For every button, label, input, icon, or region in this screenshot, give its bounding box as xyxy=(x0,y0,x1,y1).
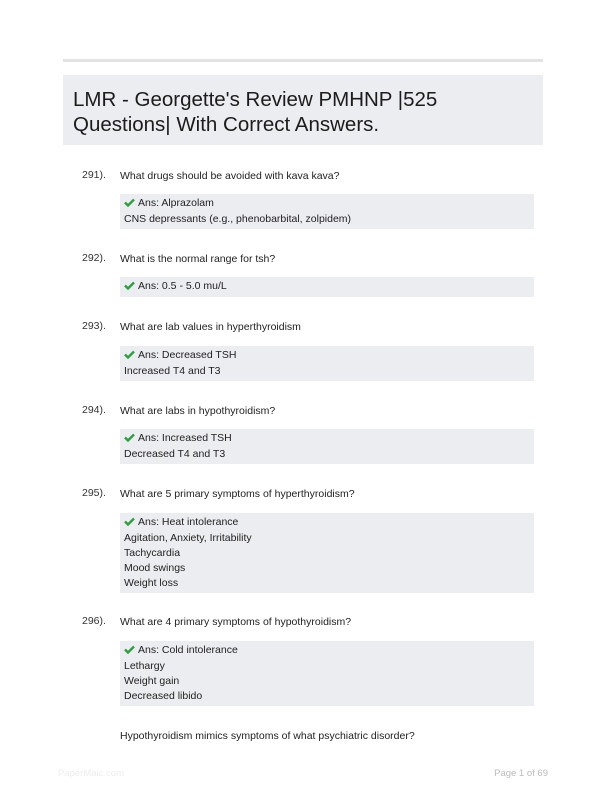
answer-box xyxy=(120,513,534,593)
answer-line: Decreased libido xyxy=(124,690,203,702)
answer-line: CNS depressants (e.g., phenobarbital, zolpidem) xyxy=(124,213,352,225)
answer-box xyxy=(120,641,534,706)
question-text: What are lab values in hyperthyroidism xyxy=(120,321,301,333)
answer-box xyxy=(120,277,534,297)
question-number: 291). xyxy=(82,169,106,181)
answer-box xyxy=(120,346,534,381)
answer-line: Ans: Cold intolerance xyxy=(124,643,530,659)
footer-watermark: PaperMaic.com xyxy=(58,768,124,779)
check-icon xyxy=(124,516,135,531)
question-text: What are 5 primary symptoms of hyperthyroidism? xyxy=(120,488,355,500)
answer-line: Weight loss xyxy=(124,577,179,589)
question-text: What is the normal range for tsh? xyxy=(120,253,276,265)
page-indicator: Page 1 of 69 xyxy=(494,768,548,779)
document-title: LMR - Georgette's Review PMHNP |525 Questions| With Correct Answers. xyxy=(73,88,438,136)
question-text: What drugs should be avoided with kava kava? xyxy=(120,170,340,182)
answer-box xyxy=(120,429,534,464)
question-number: 295). xyxy=(82,487,106,499)
question-number: 292). xyxy=(82,252,106,264)
check-icon xyxy=(124,197,135,212)
check-icon xyxy=(124,280,135,295)
answer-line: Ans: Decreased TSH xyxy=(124,348,530,364)
answer-line: Tachycardia xyxy=(124,547,181,559)
check-icon xyxy=(124,644,135,659)
check-icon xyxy=(124,349,135,364)
answer-line: Decreased T4 and T3 xyxy=(124,448,226,460)
answer-box xyxy=(120,194,534,229)
check-icon xyxy=(124,432,135,447)
question-text: What are 4 primary symptoms of hypothyroidism? xyxy=(120,616,352,628)
question-text: Hypothyroidism mimics symptoms of what psychiatric disorder? xyxy=(120,730,415,742)
title-banner xyxy=(63,75,543,145)
answer-line: Mood swings xyxy=(124,562,186,574)
answer-line: Agitation, Anxiety, Irritability xyxy=(124,532,252,544)
answer-line: Ans: Alprazolam xyxy=(124,196,530,212)
question-number: 296). xyxy=(82,615,106,627)
answer-line: Increased T4 and T3 xyxy=(124,365,221,377)
question-number: 293). xyxy=(82,320,106,332)
answer-line: Ans: Heat intolerance xyxy=(124,515,530,531)
answer-line: Ans: 0.5 - 5.0 mu/L xyxy=(124,279,530,295)
top-divider xyxy=(63,59,543,62)
answer-line: Ans: Increased TSH xyxy=(124,431,530,447)
answer-line: Lethargy xyxy=(124,660,165,672)
question-text: What are labs in hypothyroidism? xyxy=(120,405,276,417)
answer-line: Weight gain xyxy=(124,675,180,687)
question-number: 294). xyxy=(82,404,106,416)
